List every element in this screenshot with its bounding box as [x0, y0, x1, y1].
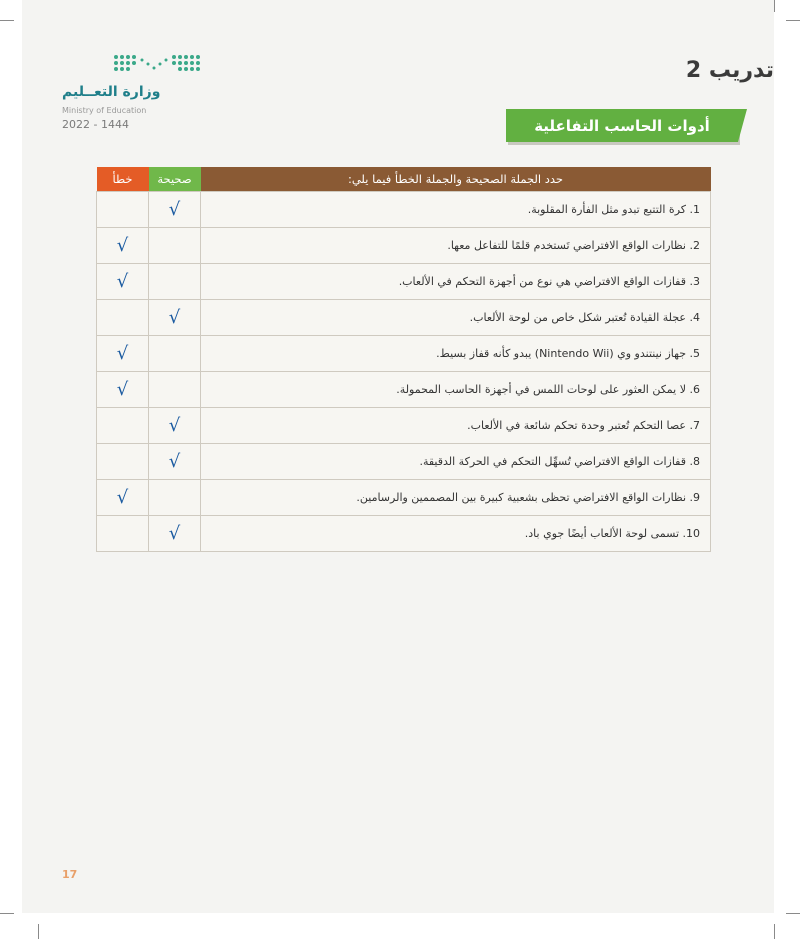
table-row	[97, 480, 711, 516]
edition-year: 2022 - 1444	[62, 118, 129, 131]
table-row	[97, 264, 711, 300]
ministry-name-arabic: وزارة التعــليم	[62, 84, 161, 100]
table-row	[97, 192, 711, 228]
wrong-cell[interactable]	[97, 264, 149, 300]
statement-text: 2. نظارات الواقع الافتراضي تَستخدم قلمًا للتفاعل معها.	[201, 228, 711, 264]
right-cell[interactable]	[149, 516, 201, 552]
right-cell[interactable]	[149, 480, 201, 516]
wrong-cell[interactable]	[97, 444, 149, 480]
ministry-name-english: Ministry of Education	[62, 106, 147, 115]
wrong-cell[interactable]	[97, 300, 149, 336]
right-cell[interactable]	[149, 192, 201, 228]
statement-text: 9. نظارات الواقع الافتراضي تحظى بشعبية كبيرة بين المصممين والرسامين.	[201, 480, 711, 516]
header-statement: حدد الجملة الصحيحة والجملة الخطأ فيما يلي:	[201, 167, 711, 192]
section-banner-label: أدوات الحاسب التفاعلية	[534, 116, 710, 135]
crop-mark	[774, 0, 775, 12]
page-number: 17	[62, 868, 78, 881]
statement-text: 1. كرة التتبع تبدو مثل الفأرة المقلوبة.	[201, 192, 711, 228]
table-header-row	[97, 167, 711, 192]
wrong-cell[interactable]	[97, 192, 149, 228]
crop-mark	[786, 913, 800, 914]
right-cell[interactable]	[149, 372, 201, 408]
header-wrong: خطأ	[97, 167, 149, 192]
statement-text: 3. قفازات الواقع الافتراضي هي نوع من أجهزة التحكم في الألعاب.	[201, 264, 711, 300]
right-cell[interactable]	[149, 336, 201, 372]
wrong-cell[interactable]	[97, 480, 149, 516]
wrong-cell[interactable]	[97, 408, 149, 444]
statement-text: 6. لا يمكن العثور على لوحات اللمس في أجهزة الحاسب المحمولة.	[201, 372, 711, 408]
right-cell[interactable]	[149, 264, 201, 300]
check-mark-icon: √	[168, 523, 181, 544]
crop-mark	[786, 20, 800, 21]
statement-text: 5. جهاز نينتندو وي (Nintendo Wii) يبدو كأنه قفاز بسيط.	[201, 336, 711, 372]
ministry-emblem-icon	[110, 52, 204, 78]
table-row	[97, 444, 711, 480]
crop-mark	[774, 924, 775, 939]
table-row	[97, 336, 711, 372]
page-title: تدريب 2	[685, 58, 774, 83]
check-mark-icon: √	[116, 271, 129, 292]
check-mark-icon: √	[116, 343, 129, 364]
section-banner	[506, 109, 738, 142]
statement-text: 8. قفازات الواقع الافتراضي تُسهِّل التحكم في الحركة الدقيقة.	[201, 444, 711, 480]
wrong-cell[interactable]	[97, 516, 149, 552]
right-cell[interactable]	[149, 444, 201, 480]
table-row	[97, 408, 711, 444]
check-mark-icon: √	[168, 199, 181, 220]
check-mark-icon: √	[168, 451, 181, 472]
right-cell[interactable]	[149, 228, 201, 264]
check-mark-icon: √	[116, 487, 129, 508]
header-right: صحيحة	[149, 167, 201, 192]
table-row	[97, 300, 711, 336]
check-mark-icon: √	[116, 379, 129, 400]
crop-mark	[38, 924, 39, 939]
wrong-cell[interactable]	[97, 372, 149, 408]
wrong-cell[interactable]	[97, 336, 149, 372]
table-row	[97, 372, 711, 408]
table-row	[97, 516, 711, 552]
table-body	[97, 192, 711, 552]
right-cell[interactable]	[149, 300, 201, 336]
crop-mark	[0, 913, 14, 914]
exercise-table	[96, 167, 711, 552]
crop-mark	[0, 20, 14, 21]
statement-text: 4. عجلة القيادة تُعتبر شكل خاص من لوحة الألعاب.	[201, 300, 711, 336]
wrong-cell[interactable]	[97, 228, 149, 264]
statement-text: 10. تسمى لوحة الألعاب أيضًا جوي باد.	[201, 516, 711, 552]
check-mark-icon: √	[168, 415, 181, 436]
check-mark-icon: √	[116, 235, 129, 256]
right-cell[interactable]	[149, 408, 201, 444]
table-row	[97, 228, 711, 264]
check-mark-icon: √	[168, 307, 181, 328]
statement-text: 7. عصا التحكم تُعتبر وحدة تحكم شائعة في الألعاب.	[201, 408, 711, 444]
